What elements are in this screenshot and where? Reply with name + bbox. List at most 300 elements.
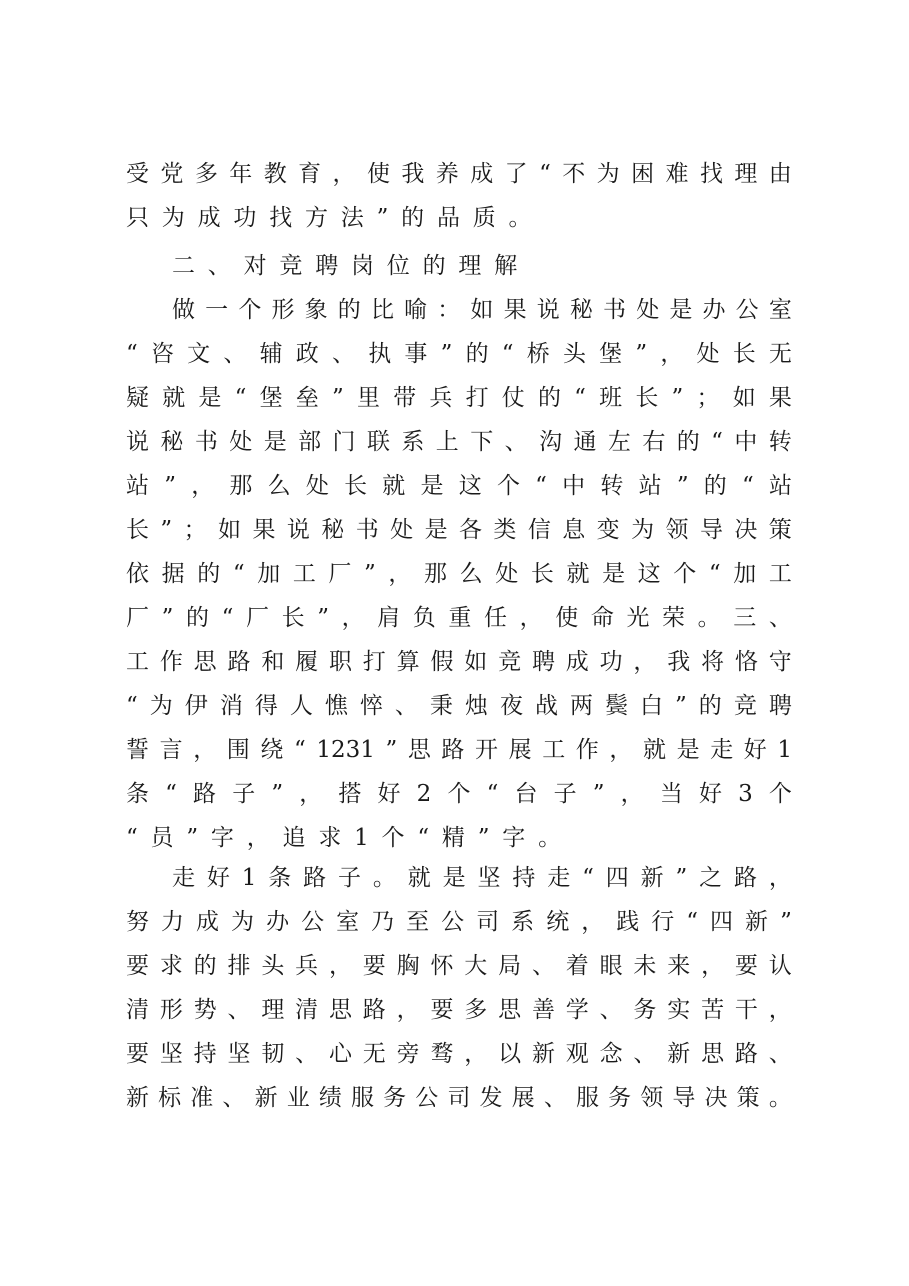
glyph: 多 [464,997,488,1023]
glyph: 不 [562,161,586,187]
glyph: 年 [229,161,253,187]
glyph: “ [232,561,245,587]
glyph: 的 [676,429,700,455]
glyph: 标 [158,1085,182,1111]
glyph: 比 [370,297,394,323]
glyph: 事 [404,341,428,367]
glyph: 形 [271,297,295,323]
glyph: 各 [458,517,482,543]
glyph: 个 [447,781,471,807]
glyph: 开 [475,737,499,763]
glyph: 苦 [701,997,725,1023]
glyph: ； [183,517,207,543]
glyph: 果 [768,385,792,411]
glyph: 头 [261,953,285,979]
glyph: ” [271,781,284,807]
glyph: 处 [229,429,253,455]
glyph: ” [164,473,176,499]
glyph: “ [711,429,723,455]
text-line [126,332,792,376]
glyph: 服 [350,1085,374,1111]
glyph: 、 [394,693,418,719]
glyph: 命 [590,605,614,631]
glyph: ” [331,385,344,411]
glyph: 是 [442,865,466,891]
glyph: 学 [565,997,589,1023]
paragraph-path [126,856,792,1120]
glyph: 的 [703,473,727,499]
glyph: 打 [362,649,386,675]
glyph: ” [635,341,648,367]
glyph: 至 [406,909,430,935]
glyph: 中 [734,429,758,455]
glyph: 认 [768,953,792,979]
glyph: 工 [768,561,792,587]
glyph: 门 [332,429,356,455]
glyph: ， [768,865,792,891]
glyph: 长 [635,385,659,411]
glyph: 守 [768,649,792,675]
text-line [126,508,792,552]
glyph: 骛 [430,1041,454,1067]
glyph: 桥 [526,341,550,367]
glyph: ， [328,953,352,979]
glyph: 要 [430,997,454,1023]
glyph: 堡 [259,385,283,411]
glyph: “ [486,781,499,807]
glyph: 处 [305,473,329,499]
glyph: 践 [616,909,640,935]
glyph: 联 [366,429,390,455]
glyph: 的 [465,341,489,367]
glyph: 韧 [261,1041,285,1067]
glyph: 清 [295,997,319,1023]
glyph: 就 [642,737,666,763]
glyph: 、 [633,1041,657,1067]
glyph: 、 [223,341,247,367]
glyph: 厂 [328,561,352,587]
glyph: 围 [226,737,250,763]
glyph: 1 [241,865,257,891]
glyph: 就 [407,865,431,891]
glyph: 疑 [126,385,149,411]
glyph: 子 [232,781,256,807]
glyph: 喻 [404,297,428,323]
glyph: 、 [768,605,792,631]
glyph: 如 [732,385,756,411]
glyph: 系 [511,909,535,935]
glyph: 长 [732,341,756,367]
glyph: 文 [187,341,211,367]
glyph: 算 [396,649,420,675]
glyph: 厂 [126,605,149,631]
glyph: 。 [372,865,396,891]
text-line [126,684,792,728]
glyph: 白 [640,693,663,719]
glyph: 个 [673,561,697,587]
glyph: 无 [768,341,792,367]
glyph: 势 [193,997,217,1023]
glyph: 是 [263,429,287,455]
glyph: 努 [126,909,149,935]
glyph: 秘 [160,429,184,455]
glyph: 善 [531,997,555,1023]
glyph: 之 [699,865,723,891]
glyph: 那 [229,473,253,499]
glyph: 恪 [734,649,758,675]
glyph: 长 [281,605,305,631]
glyph: 了 [504,161,528,187]
glyph: 当 [659,781,683,807]
glyph: 坚 [159,1041,183,1067]
text-line: 只为成功找方法”的品质。 [126,205,545,231]
glyph: 、 [543,1085,567,1111]
glyph: 走 [710,737,734,763]
glyph: 干 [734,997,758,1023]
glyph: 要 [126,1041,149,1067]
text-line [126,1032,792,1076]
text-line [126,944,792,988]
glyph: 肩 [377,605,401,631]
glyph: 书 [603,297,627,323]
glyph: 部 [298,429,322,455]
section-heading [126,244,792,288]
glyph: 说 [536,297,560,323]
glyph: “ [742,473,754,499]
glyph: 夜 [499,693,523,719]
glyph: 怀 [430,953,454,979]
glyph: 好 [206,865,230,891]
glyph: “ [221,605,234,631]
glyph: 务 [608,1085,632,1111]
glyph: 作 [159,649,183,675]
glyph: ， [660,341,684,367]
glyph: 通 [573,429,597,455]
glyph: 聘 [531,649,555,675]
paragraph-intro [126,152,792,240]
glyph: ： [437,297,461,323]
glyph: 未 [633,953,657,979]
glyph: 新 [667,1041,691,1067]
glyph: 光 [626,605,650,631]
glyph: 么 [459,561,483,587]
glyph: 展 [508,737,532,763]
glyph: 眼 [599,953,623,979]
glyph: 党 [160,161,184,187]
glyph: 这 [637,561,661,587]
glyph: 难 [665,161,689,187]
glyph: ” [675,693,687,719]
glyph: 务 [633,997,657,1023]
glyph: 消 [219,693,243,719]
glyph: 处 [636,297,660,323]
text-line [126,420,792,464]
glyph: 带 [393,385,417,411]
glyph: 胸 [396,953,420,979]
glyph: 聘 [768,693,792,719]
glyph: 处 [390,517,414,543]
glyph: ” [676,473,689,499]
glyph: 得 [254,693,278,719]
glyph: 新 [640,865,664,891]
glyph: 新 [254,1085,278,1111]
glyph: ， [332,161,356,187]
glyph: 观 [565,1041,589,1067]
glyph: 任 [484,605,507,631]
glyph: 秘 [569,297,593,323]
glyph: 作 [575,737,599,763]
text-line [126,988,792,1032]
glyph: 据 [161,561,185,587]
text-line [126,728,792,772]
glyph: 办 [702,297,726,323]
glyph: 路 [362,997,386,1023]
glyph: 好 [377,781,401,807]
glyph: 站 [769,473,792,499]
glyph: “ [539,161,551,187]
glyph: 公 [415,1085,439,1111]
glyph: 说 [126,429,149,455]
glyph: 果 [252,517,276,543]
glyph: ” [385,737,398,763]
glyph: 、 [768,1041,792,1067]
glyph: 搭 [338,781,362,807]
glyph: 决 [734,517,758,543]
glyph: 、 [295,1041,319,1067]
glyph: 如 [470,297,494,323]
glyph: 厂 [245,605,269,631]
glyph: 一 [205,297,229,323]
glyph: 职 [328,649,352,675]
glyph: “ [126,341,138,367]
glyph: 战 [534,693,558,719]
glyph: 加 [733,561,757,587]
glyph: 教 [263,161,287,187]
glyph: 公 [301,909,325,935]
text-line [126,152,792,196]
glyph: 持 [193,1041,217,1067]
glyph: ， [768,997,792,1023]
glyph: 竞 [498,649,522,675]
glyph: 班 [599,385,623,411]
glyph: 思 [328,997,352,1023]
glyph: 、 [331,341,355,367]
glyph: 咨 [150,341,174,367]
glyph: 、 [531,953,555,979]
glyph: 条 [126,781,149,807]
glyph: 来 [667,953,691,979]
glyph: 发 [479,1085,503,1111]
glyph: 沟 [539,429,563,455]
glyph: 烛 [464,693,488,719]
glyph: ， [191,473,215,499]
glyph: 四 [605,865,629,891]
glyph: 持 [512,865,536,891]
glyph: 打 [465,385,489,411]
glyph: 路 [441,737,465,763]
glyph: 新 [531,1041,555,1067]
glyph: 我 [401,161,425,187]
glyph: 策 [768,517,792,543]
glyph: 如 [218,517,242,543]
glyph: 为 [631,517,655,543]
glyph: 思 [193,649,217,675]
glyph: 无 [362,1041,386,1067]
glyph: 思 [498,997,522,1023]
glyph: 路 [303,865,327,891]
glyph: 么 [267,473,291,499]
glyph: 乃 [371,909,395,935]
glyph: ， [609,737,633,763]
glyph: 理 [734,161,758,187]
glyph: “ [234,385,247,411]
glyph: 转 [600,473,624,499]
glyph: 加 [257,561,281,587]
glyph: 兵 [295,953,319,979]
glyph: 条 [268,865,292,891]
glyph: 统 [546,909,570,935]
glyph: 依 [126,561,149,587]
glyph: 由 [768,161,792,187]
glyph: 头 [562,341,586,367]
glyph: “ [293,737,306,763]
glyph: 是 [420,473,444,499]
glyph: 就 [566,561,590,587]
glyph: ， [519,605,543,631]
glyph: 坚 [227,1041,251,1067]
glyph: 左 [607,429,631,455]
glyph: 领 [665,517,689,543]
glyph: “ [708,561,721,587]
glyph: 找 [699,161,723,187]
glyph: 的 [197,561,221,587]
glyph: 象 [304,297,328,323]
glyph: 实 [667,997,691,1023]
glyph: 为 [231,909,255,935]
glyph: 系 [401,429,425,455]
text-line [126,1076,792,1120]
glyph: 要 [126,953,149,979]
text-line [126,772,792,816]
glyph: 堡 [599,341,623,367]
glyph: ” [671,385,684,411]
glyph: 秉 [429,693,453,719]
glyph: 领 [640,1085,664,1111]
glyph: 四 [710,909,734,935]
glyph: 1231 [316,737,375,763]
glyph: 这 [458,473,482,499]
glyph: 、 [504,429,528,455]
glyph: 站 [638,473,662,499]
glyph: 两 [569,693,593,719]
glyph: “ [582,865,594,891]
glyph: 成 [470,161,494,187]
glyph: 走 [172,865,195,891]
glyph: 要 [734,953,758,979]
glyph: 是 [424,517,448,543]
glyph: 履 [295,649,319,675]
glyph: 。 [697,605,721,631]
glyph: 行 [651,909,675,935]
glyph: 路 [734,865,758,891]
glyph: 走 [547,865,571,891]
glyph: ， [388,561,412,587]
glyph: “ [501,341,514,367]
glyph: 育 [298,161,322,187]
glyph: 2 [416,781,432,807]
glyph: ” [440,341,453,367]
glyph: 求 [159,953,183,979]
glyph: 困 [631,161,655,187]
glyph: 个 [238,297,262,323]
glyph: 就 [382,473,406,499]
glyph: 做 [172,297,195,323]
glyph: ” [364,561,376,587]
glyph: 信 [527,517,551,543]
glyph: 展 [511,1085,535,1111]
glyph: 力 [161,909,185,935]
glyph: “ [126,693,138,719]
glyph: ， [193,737,217,763]
glyph: 负 [412,605,436,631]
glyph: ， [633,649,657,675]
glyph: 书 [194,429,218,455]
glyph: 言 [159,737,183,763]
text-line [126,552,792,596]
glyph: ” [675,865,688,891]
text-line [126,900,792,944]
glyph: 工 [126,649,149,675]
glyph: 如 [464,649,488,675]
glyph: 辅 [259,341,283,367]
glyph: 心 [328,1041,352,1067]
glyph: 好 [698,781,722,807]
glyph: 右 [642,429,666,455]
glyph: 路 [734,1041,758,1067]
glyph: 变 [596,517,620,543]
glyph: ， [464,1041,488,1067]
glyph: 路 [227,649,251,675]
glyph: 思 [701,1041,725,1067]
glyph: 、 [222,1085,246,1111]
text-line [126,856,792,900]
glyph: 司 [447,1085,471,1111]
glyph: 使 [555,605,579,631]
glyph: 三 [733,605,757,631]
glyph: 是 [198,385,222,411]
glyph: 中 [562,473,586,499]
glyph: 念 [599,1041,623,1067]
glyph: 成 [565,649,589,675]
glyph: 悴 [359,693,383,719]
glyph: 转 [768,429,792,455]
text-line [126,464,792,508]
glyph: 1 [777,737,792,763]
glyph: 以 [498,1041,522,1067]
glyph: 书 [355,517,379,543]
glyph: 的 [193,953,217,979]
glyph: 是 [602,561,626,587]
glyph: 那 [424,561,448,587]
glyph: 和 [261,649,285,675]
glyph: 新 [745,909,769,935]
glyph: 伊 [184,693,208,719]
glyph: ” [317,605,329,631]
glyph: 竞 [733,693,757,719]
glyph: 子 [338,865,362,891]
glyph: 仗 [501,385,525,411]
glyph: 站 [126,473,149,499]
